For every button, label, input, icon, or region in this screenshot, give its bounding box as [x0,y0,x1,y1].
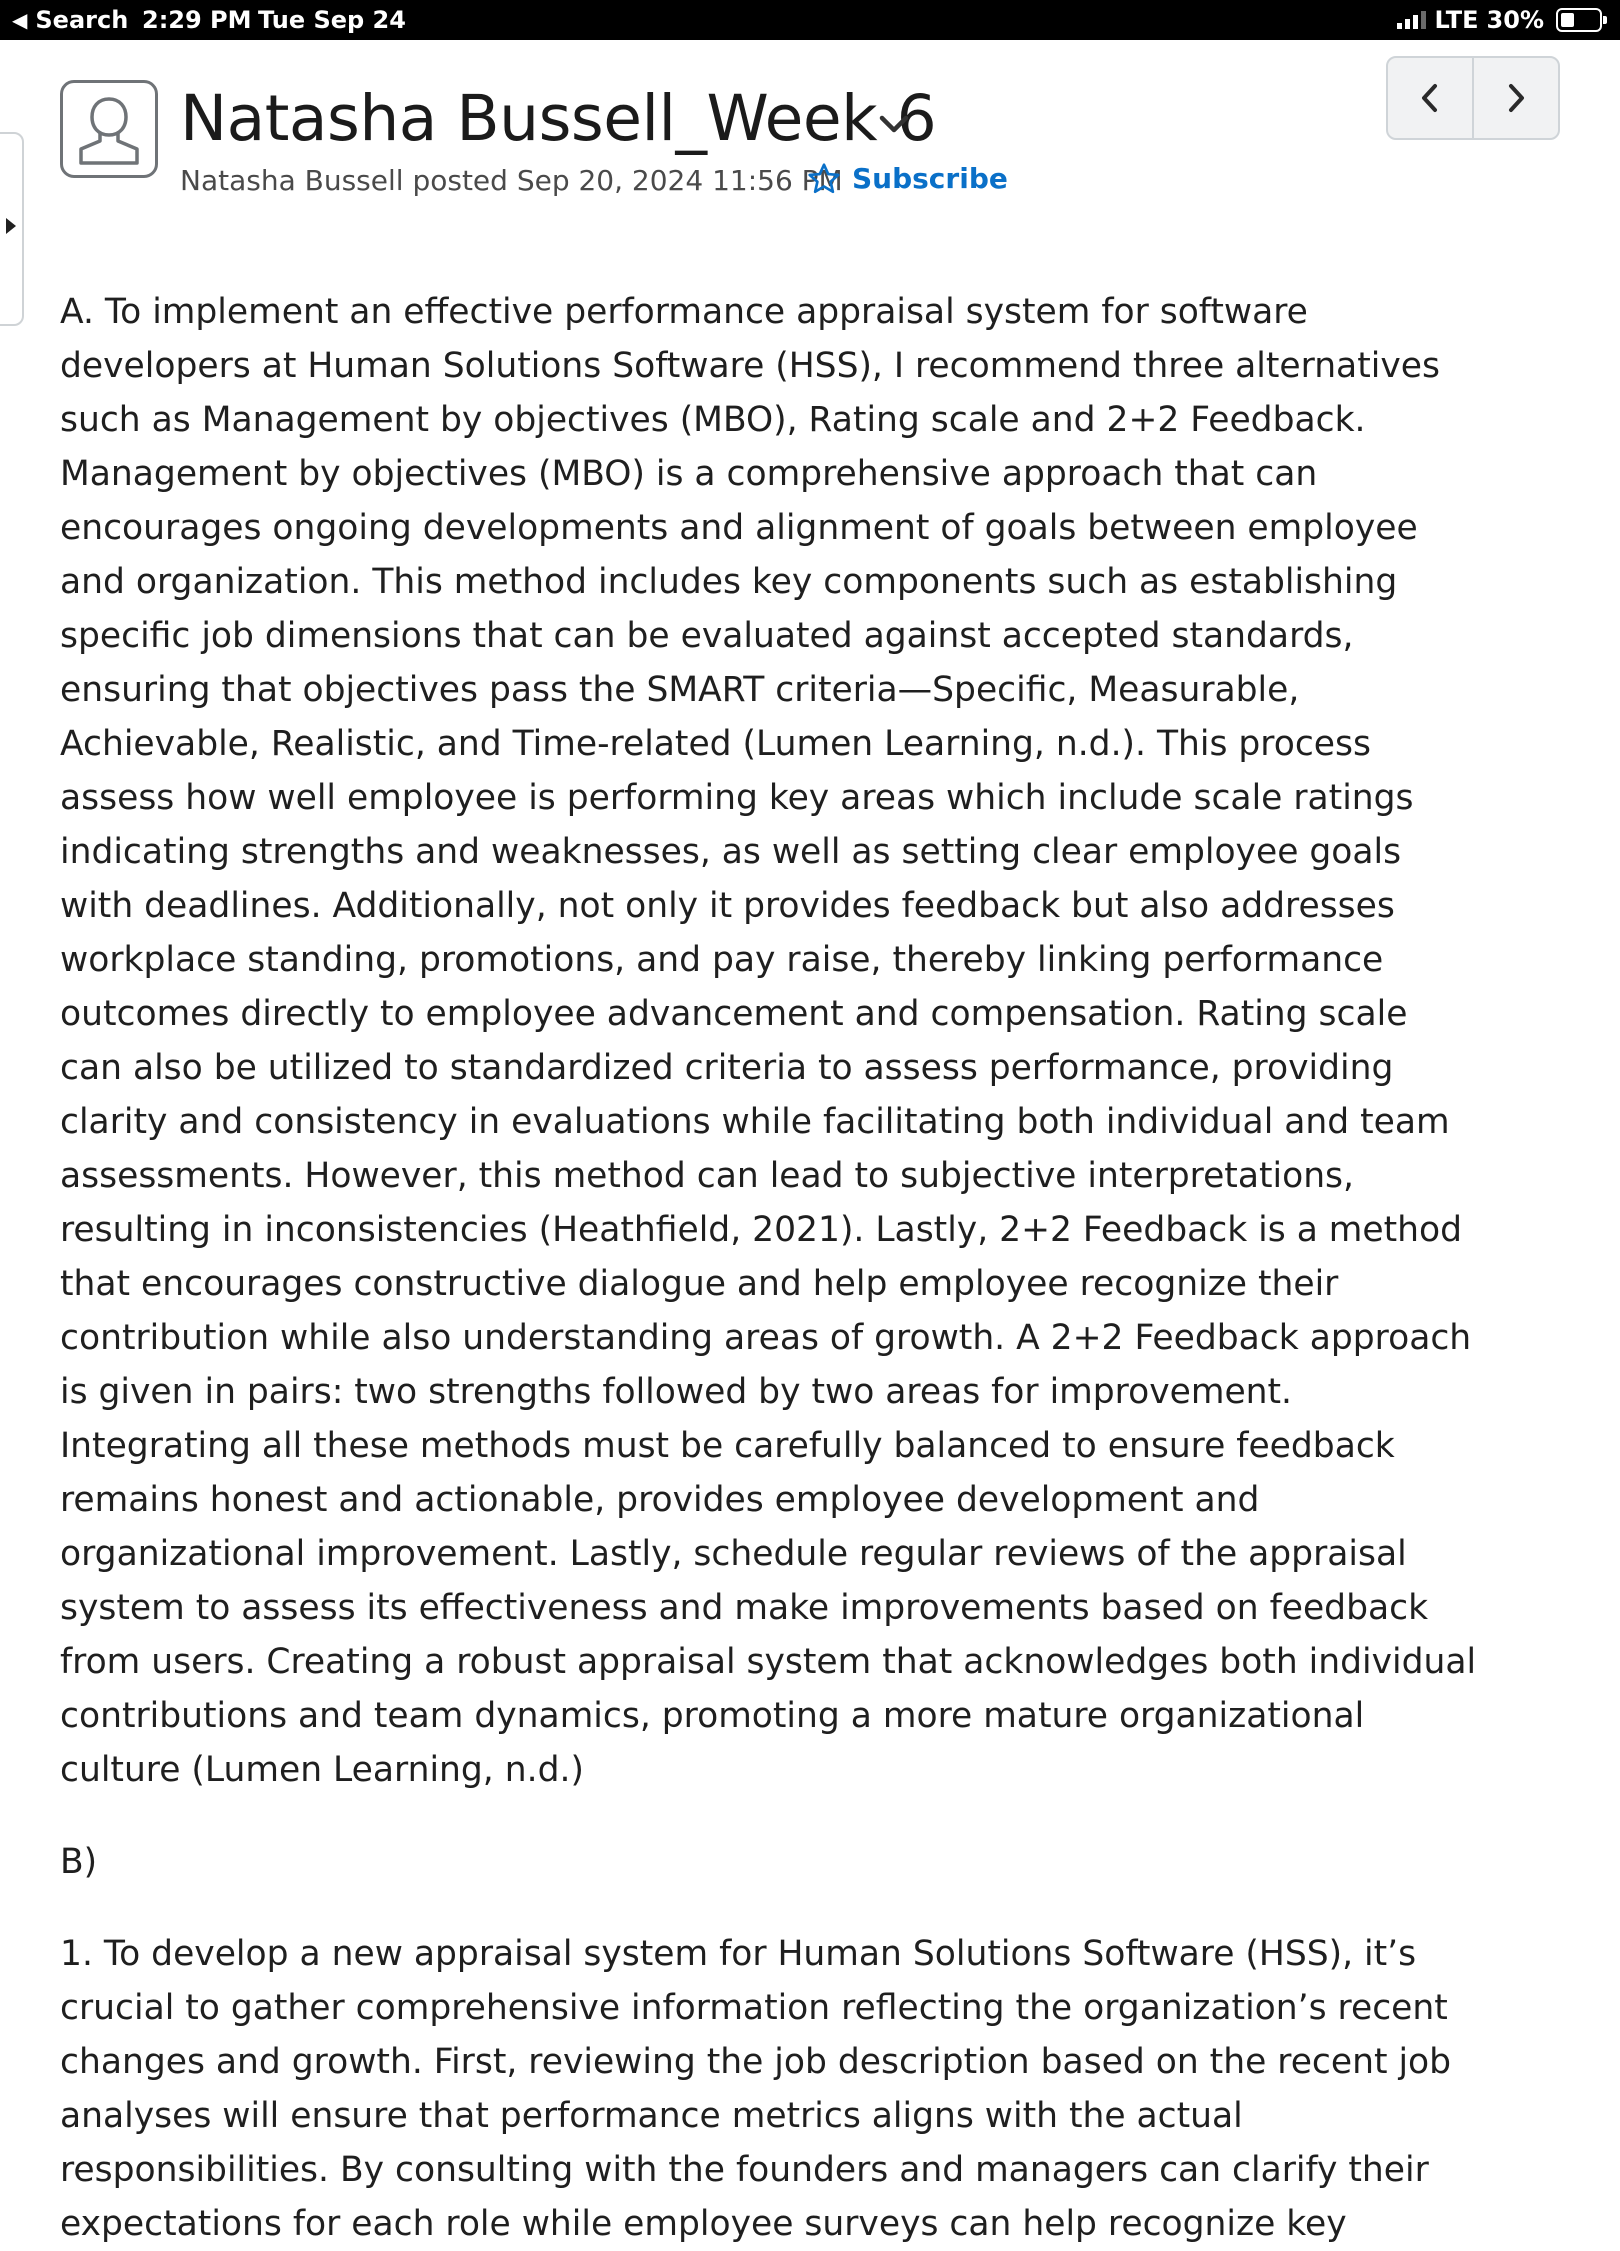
side-panel-toggle[interactable] [0,132,24,326]
star-outline-icon [806,161,842,197]
post-meta: Natasha Bussell posted Sep 20, 2024 11:56 PM [180,164,843,197]
post-title: Natasha Bussell_Week 6 [180,82,937,155]
title-chevron-down-icon[interactable] [876,112,912,141]
back-triangle-icon: ◀ [12,8,28,32]
status-date: Tue Sep 24 [258,6,406,34]
paragraph-b1: 1. To develop a new appraisal system for Human Solutions Software (HSS), it’s crucial to gather comprehensive information reflecting the organization’s recent changes and growth. First, reviewing the job description based on the recent job analyses will ensure that performance metrics aligns with the actual responsibilities. By consulting with the founders and managers can clarify their expectations for each role while employee surveys can help recognize key [60,1934,1452,2244]
paragraph-a: A. To implement an effective performance appraisal system for software developers at Human Solutions Software (HSS), I recommend three alternatives such as Management by objectives (MBO), Rating scale and 2+2 Feedback. Management by objectives (MBO) is a comprehensive approach that can encourages ongoing developments and alignment of goals between employee and organization. This method includes key components such as establishing specific job dimensions that can be evaluated against accepted standards, ensuring that objectives pass the SMART criteria—Specific, Measurable, Achievable, Realistic, and Time-related (Lumen Learning, n.d.). This process assess how well employee is performing key areas which include scale ratings indicating strengths and weaknesses, as well as setting clear employee goals with deadlines. Additionally, not only it provides feedback but also addresses workplace standing, promotions, and pay raise, thereby linking performance outcomes directly to employee advancement and compensation. Rating scale can also be utilized to standardized criteria to assess performance, providing clarity and consistency in evaluations while facilitating both individual and team assessments. However, this method can lead to subjective interpretations, resulting in inconsistencies (Heathfield, 2021). Lastly, 2+2 Feedback is a method that encourages constructive dialogue and help employee recognize their contribution while also understanding areas of growth. A 2+2 Feedback approach is given in pairs: two strengths followed by two areas for improvement. Integrating all these methods must be carefully balanced to ensure feedback remains honest and actionable, provides employee development and organizational improvement. Lastly, schedule regular reviews of the appraisal system to assess its effectiveness and make improvements based on feedback from users. Creating a robust appraisal system that acknowledges both individual contributions and team dynamics, promoting a more mature organizational culture (Lumen Learning, n.d.) [60,292,1477,1790]
status-indicators [1397,0,1602,40]
network-type: LTE [1434,6,1479,34]
subscribe-label: Subscribe [852,162,1008,195]
subscribe-button[interactable] [806,160,1008,198]
back-to-search-button[interactable] [12,0,128,40]
post-navigation [1386,56,1560,140]
previous-post-button[interactable] [1388,58,1472,138]
status-bar [0,0,1620,40]
back-label: Search [35,6,129,34]
expand-arrow-icon [6,218,16,234]
chevron-left-icon [1418,81,1442,115]
cellular-signal-icon [1397,11,1426,29]
section-b-heading: B) [60,1842,98,1882]
next-post-button[interactable] [1472,58,1558,138]
user-avatar-icon [60,80,158,178]
battery-icon [1556,8,1602,32]
status-time: 2:29 PM [142,6,252,34]
battery-percent: 30% [1486,6,1544,34]
post-body [60,285,1480,2251]
chevron-right-icon [1504,81,1528,115]
